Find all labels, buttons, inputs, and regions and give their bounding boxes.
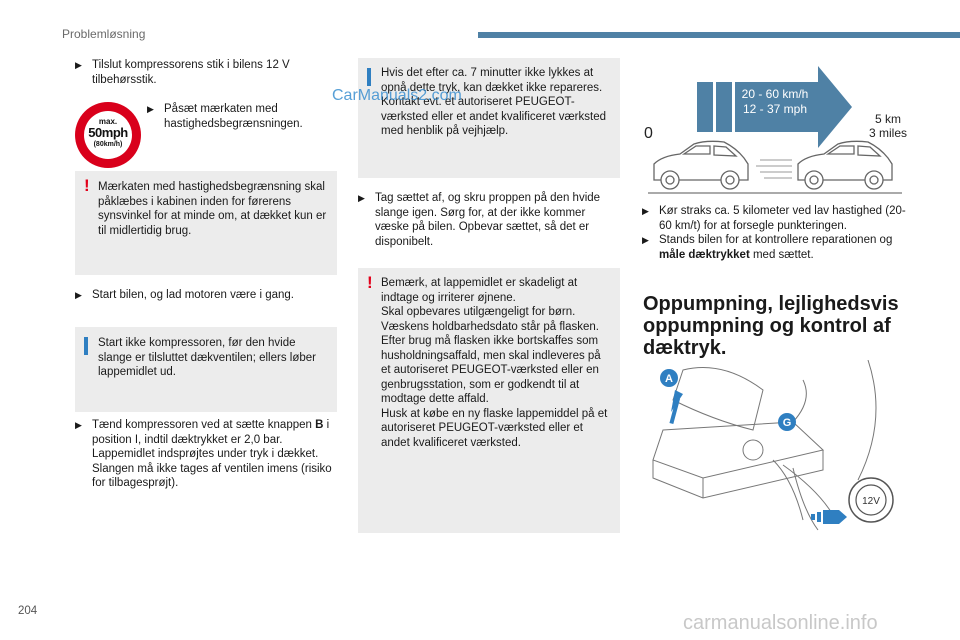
- step-remove-kit: ▶ Tag sættet af, og skru proppen på den hvide slange igen. Sørg for, at der ikke kommer væske på bilen. Opbevar sættet, så det er disponibelt.: [358, 192, 601, 248]
- watermark-top: CarManuals2.com: [332, 87, 462, 104]
- down-arrow-icon: [669, 390, 683, 424]
- callout-g: [778, 413, 796, 431]
- bullet-icon: ▶: [358, 193, 365, 203]
- speed-stripe-1: [697, 82, 713, 132]
- callout-a: [660, 369, 678, 387]
- speed-stripe-2: [716, 82, 732, 132]
- bullet-icon: ▶: [642, 235, 649, 245]
- speed-kmh-label: 20 - 60 km/h: [741, 87, 809, 101]
- info-box-hose: Start ikke kompressoren, før den hvide slange er tilsluttet dækventilen; ellers løber lappemidlet ud.: [75, 327, 337, 412]
- step-apply-sticker: ▶ Påsæt mærkaten med hastighedsbegrænsningen.: [147, 103, 303, 130]
- sign-max: max.: [98, 117, 118, 126]
- start-distance-label: 0: [644, 125, 653, 142]
- bullet-icon: ▶: [147, 104, 154, 114]
- svg-text:G: G: [782, 417, 792, 429]
- info-box-timeout: Hvis det efter ca. 7 minutter ikke lykkes at opnå dette tryk, kan dækket ikke repareres. Kontakt evt. et autoriseret PEUGEOT-værksted eller et andet kvalificeret værksted med henblik på vejhjælp.: [358, 58, 620, 178]
- page-number: 204: [18, 605, 38, 617]
- bullet-icon: ▶: [642, 206, 649, 216]
- compressor-kit-illustration: [643, 360, 905, 540]
- drive-speed-figure: [640, 60, 910, 200]
- speed-limit-sign: [75, 102, 141, 168]
- kit-outline: [653, 360, 876, 530]
- sign-kmh: (80km/h): [93, 141, 123, 148]
- warning-box-sealant: ! Bemærk, at lappemidlet er skadeligt at indtage og irriterer øjnene. Skal opbevares utilgængeligt for børn. Væskens holdbarhedsdato står på flasken. Efter brug må flasken ikke bortskaffes som husholdningsaffald, men skal indleveres på et autoriseret PEUGEOT-værksted eller en genbrugsstation, som er godkendt til at modtage dette affald. Husk at købe en ny flaske lappemiddel på et autoriseret PEUGEOT-værksted eller et andet kvalificeret værksted.: [358, 268, 620, 533]
- bullet-icon: ▶: [75, 420, 82, 430]
- section-title: Problemløsning: [62, 27, 146, 41]
- car-left-icon: [654, 141, 748, 189]
- step-start-engine: ▶ Start bilen, og lad motoren være i gang.: [75, 289, 295, 301]
- distance-miles-label: 3 miles: [868, 126, 908, 140]
- header-bar: [478, 32, 960, 38]
- socket-12v-icon: [849, 478, 893, 522]
- warning-icon: !: [84, 176, 90, 195]
- speed-mph-label: 12 - 37 mph: [742, 102, 808, 116]
- warning-box-sticker: ! Mærkaten med hastighedsbegrænsning skal påklæbes i kabinen inden for førerens synsvinkel for at minde om, at dækket kun er til midlertidig brug.: [75, 171, 337, 275]
- plug-arrow-icon: [811, 510, 847, 524]
- step-drive: ▶ Kør straks ca. 5 kilometer ved lav hastighed (20-60 km/t) for at forsegle punkteringen.: [642, 205, 906, 232]
- motion-lines: [756, 160, 792, 178]
- svg-text:A: A: [665, 373, 673, 385]
- section-heading: Oppumpning, lejlighedsvis oppumpning og kontrol af dæktryk.: [643, 293, 899, 359]
- step-connect-plug: ▶ Tilslut kompressorens stik i bilens 12 V tilbehørsstik.: [75, 59, 290, 86]
- step-check-pressure: ▶ Stands bilen for at kontrollere reparationen og måle dæktrykket med sættet.: [642, 234, 893, 261]
- warning-icon: !: [367, 273, 373, 292]
- distance-km-label: 5 km: [874, 112, 902, 126]
- watermark-bottom: carmanualsonline.info: [683, 612, 878, 634]
- info-icon: [367, 68, 371, 86]
- bullet-icon: ▶: [75, 290, 82, 300]
- sign-speed: 50mph: [88, 125, 128, 140]
- car-right-icon: [798, 141, 892, 189]
- info-icon: [84, 337, 88, 355]
- bullet-icon: ▶: [75, 60, 82, 70]
- step-switch-on: ▶ Tænd kompressoren ved at sætte knappen B i position I, indtil dæktrykket er 2,0 bar. Lappemidlet indsprøjtes under tryk i dækket. Slangen må ikke tages af ventilen imens (risiko for tilbagesprøjt).: [75, 419, 332, 489]
- socket-label: 12V: [862, 496, 880, 507]
